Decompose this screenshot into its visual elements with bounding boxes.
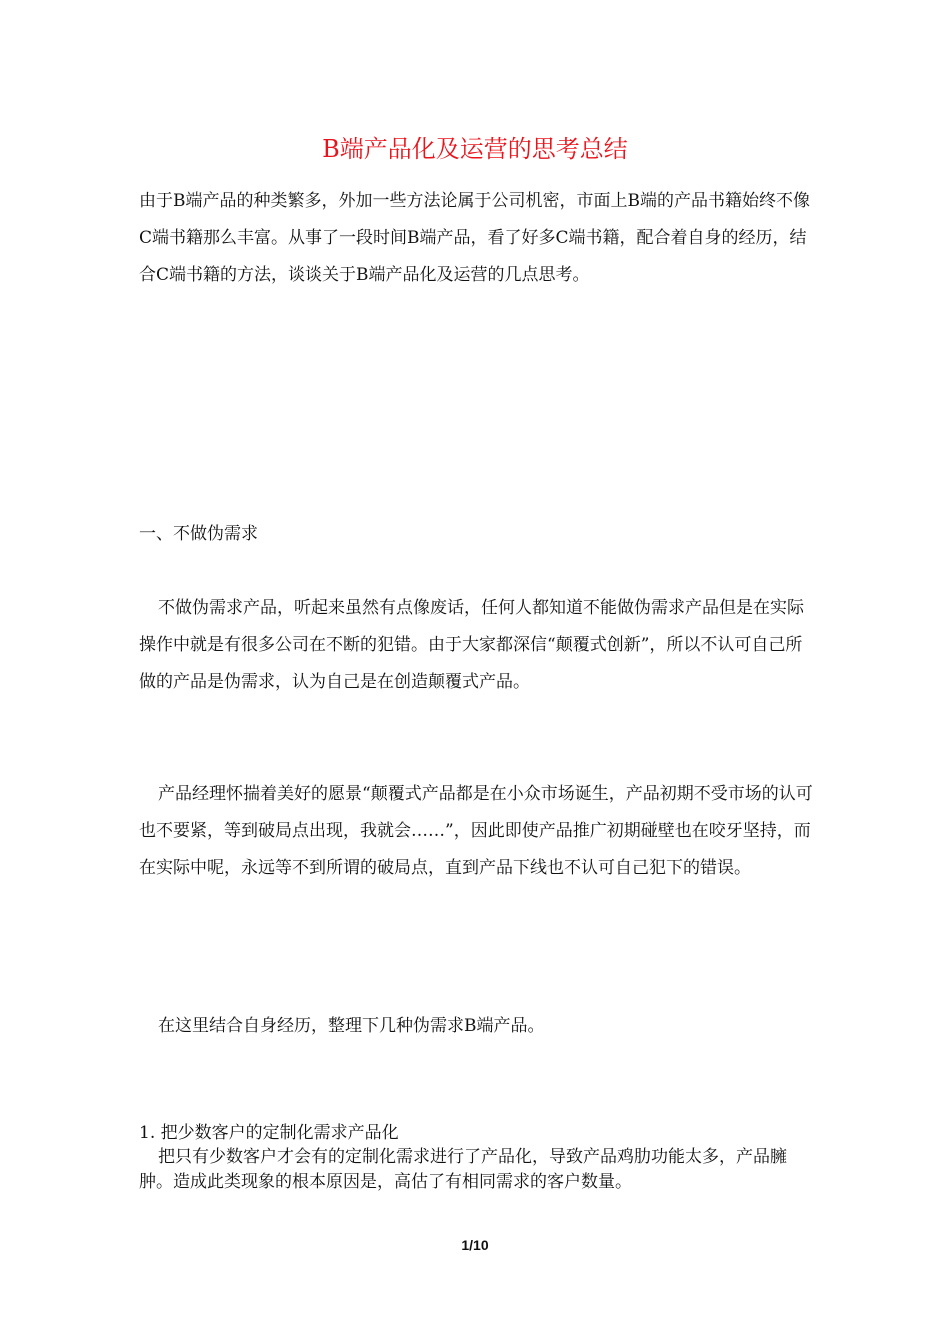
body-paragraph-3: 在这里结合自身经历，整理下几种伪需求B端产品。 xyxy=(158,1016,545,1036)
body-paragraph-2: 产品经理怀揣着美好的愿景“颠覆式产品都是在小众市场诞生，产品初期不受市场的认可也不要紧，等到破局点出现，我就会……”，因此即使产品推广初期碰壁也在咬牙坚持，而在实际中呢，永远等不到所谓的破局点，直到产品下线也不认可自己犯下的错误。 xyxy=(139,784,813,878)
body-paragraph-1: 不做伪需求产品，听起来虽然有点像废话，任何人都知道不能做伪需求产品但是在实际操作中就是有很多公司在不断的犯错。由于大家都深信“颠覆式创新”，所以不认可自己所做的产品是伪需求，认为自己是在创造颠覆式产品。 xyxy=(139,598,804,692)
document-title: B端产品化及运营的思考总结 xyxy=(322,135,628,163)
list-item-body-1: 把只有少数客户才会有的定制化需求进行了产品化，导致产品鸡肋功能太多，产品臃肿。造成此类现象的根本原因是，高估了有相同需求的客户数量。 xyxy=(139,1147,787,1192)
page-number: 1/10 xyxy=(461,1237,489,1253)
list-item-heading-1: 1. 把少数客户的定制化需求产品化 xyxy=(139,1123,399,1143)
section-heading-1: 一、不做伪需求 xyxy=(139,524,258,544)
intro-paragraph: 由于B端产品的种类繁多，外加一些方法论属于公司机密，市面上B端的产品书籍始终不像C端书籍那么丰富。从事了一段时间B端产品，看了好多C端书籍，配合着自身的经历，结合C端书籍的方法，谈谈关于B端产品化及运营的几点思考。 xyxy=(139,191,810,285)
